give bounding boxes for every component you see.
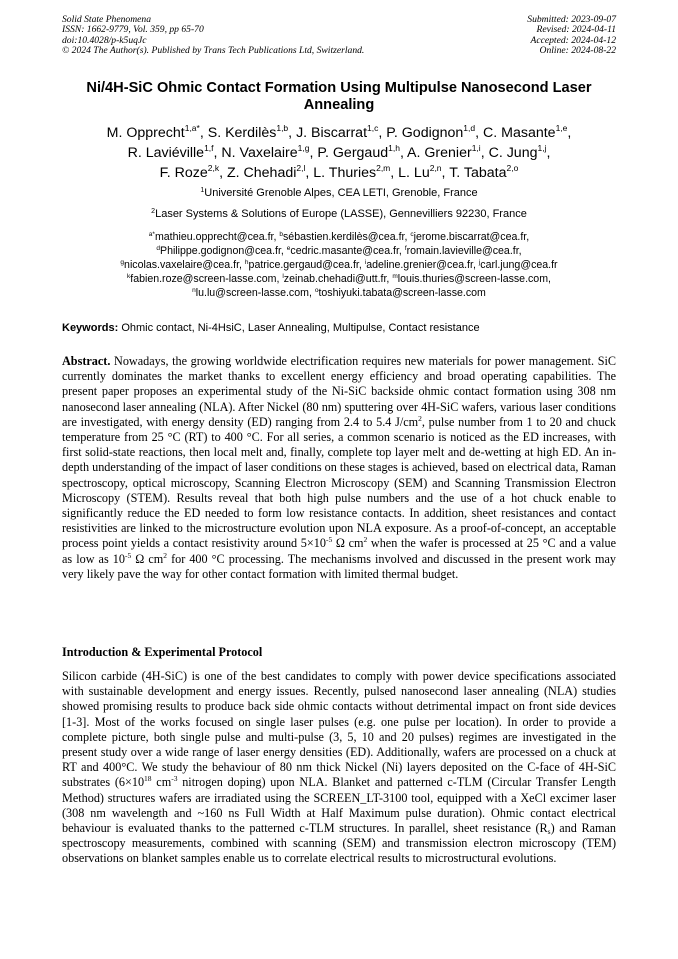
author: C. Jung$^{1,j}$, bbox=[488, 143, 551, 161]
revised-date: Revised: 2024-04-11 bbox=[536, 24, 616, 36]
author: S. Kerdilès$^{1,b}$, bbox=[207, 123, 297, 141]
author: A. Grenier$^{1,i}$, bbox=[407, 143, 489, 161]
email: $^d$Philippe.godignon@cea.fr, bbox=[156, 245, 287, 257]
author: M. Opprecht$^{1,a*}$, bbox=[106, 123, 208, 141]
email: $^i$adeline.grenier@cea.fr, bbox=[364, 259, 479, 271]
author: R. Laviéville$^{1,f}$, bbox=[127, 143, 222, 161]
author: P. Godignon$^{1,d}$, bbox=[386, 123, 484, 141]
doi-line[interactable]: doi:10.4028/p-k5uqJc bbox=[62, 34, 147, 46]
affiliation-2: $^2$Laser Systems & Solutions of Europe (LASSE), Gennevilliers 92230, France bbox=[151, 208, 527, 220]
author: J. Biscarrat$^{1,c}$, bbox=[296, 123, 387, 141]
keywords-text: Ohmic contact, Ni-4HsiC, Laser Annealing, Multipulse, Contact resistance bbox=[121, 322, 480, 334]
email: $^f$romain.lavieville@cea.fr, bbox=[404, 245, 522, 257]
author: L. Thuries$^{2,m}$, bbox=[313, 163, 399, 181]
author: Z. Chehadi$^{2,l}$, bbox=[226, 163, 314, 181]
email: $^l$zeinab.chehadi@utt.fr, bbox=[282, 273, 393, 285]
email: $^{a*}$mathieu.opprecht@cea.fr, bbox=[148, 231, 280, 243]
email: $^e$cedric.masante@cea.fr, bbox=[286, 245, 405, 257]
author: F. Roze$^{2,k}$, bbox=[159, 163, 227, 181]
email: $^g$nicolas.vaxelaire@cea.fr, bbox=[120, 259, 245, 271]
email-list bbox=[30, 230, 648, 300]
email: $^c$jerome.biscarrat@cea.fr, bbox=[410, 231, 530, 243]
abstract-label: Abstract. bbox=[62, 354, 111, 368]
email: $^k$fabien.roze@screen-lasse.com, bbox=[127, 273, 283, 285]
keywords-label: Keywords: bbox=[62, 322, 119, 334]
author: L. Lu$^{2,n}$, bbox=[398, 163, 450, 181]
email: $^n$lu.lu@screen-lasse.com, bbox=[192, 287, 315, 299]
journal-header-right bbox=[527, 15, 616, 57]
journal-name: Solid State Phenomena bbox=[62, 14, 151, 25]
abstract-paragraph: Abstract. Nowadays, the growing worldwide electrification requires new materials for power management. SiC currently dominates the market thanks to excellent energy efficiency and broad operating capabilities. The present paper proposes an experimental study of the Ni-SiC backside ohmic contact formation using 308 nm nanosecond laser annealing (NLA). After Nickel (80 nm) sputtering over 4H-SiC wafers, various laser conditions are investigated, with energy density (ED) ranging from 2.4 to 5.4 $J/cm^2$, pulse number from 1 to 20 and chuck temperature from 25 °C (RT) to 400 °C. For all series, a common scenario is noticed as the ED increases, with first solid-state reactions, then local melt and, finally, complete top layer melt and de-wetting at high ED. An in-depth understanding of the impact of laser conditions on these stages is achieved, based on electrical data, Raman spectroscopy, optical microscopy, Scanning Electron Microscopy (SEM) and Scanning Transmission Electron Microscopy (STEM). Results reveal that both high pulse numbers and the use of a hot chuck enable to significantly reduce the ED needed to form low resistance contacts. In addition, sheet resistances and contact resistivities are linked to the microstructure evolution upon NLA exposure. As a proof-of-concept, an acceptable process point yields a contact resistivity around $5\times 10^{-5}$ Ω $cm^2$ when the wafer is processed at 25 °C and a value as low as $10^{-5}$ Ω $cm^2$ for 400 °C processing. The mechanisms involved and discussed in the present work may very likely pave the way for other contact formation with limited thermal budget. bbox=[62, 354, 617, 581]
paper-title: Ni/4H-SiC Ohmic Contact Formation Using Multipulse Nanosecond Laser Annealing bbox=[86, 80, 592, 113]
keywords bbox=[62, 322, 622, 335]
author: N. Vaxelaire$^{1,g}$, bbox=[221, 143, 318, 161]
issn-line: ISSN: 1662-9779, Vol. 359, pp 65-70 bbox=[62, 24, 204, 36]
submitted-date: Submitted: 2023-09-07 bbox=[527, 14, 616, 25]
intro-paragraph: Silicon carbide (4H-SiC) is one of the best candidates to comply with power device specifications associated with sustainable development and energy issues. Recently, pulsed nanosecond laser annealing (NLA) studies showed promising results to produce back side ohmic contacts without detrimental impact on front side devices [1-3]. Most of the works focused on single laser pulses (e.g. one pulse per location). In order to provide a complete picture, both single pulse and multi-pulse (3, 5, 10 and 20 pulses) regimes are investigated in the present study over a wide range of laser energy densities (ED). Additionally, wafers are processed on a chuck at RT and 400°C. We study the behaviour of 80 nm thick Nickel (Ni) layers deposited on the C-face of 4H-SiC substrates ($6\times 10^{18}$ $cm^{-3}$ nitrogen doping) upon NLA. Blanket and patterned c-TLM (Circular Transfer Length Method) structures wafers are irradiated using the SCREEN_LT-3100 tool, equipped with a XeCl excimer laser (308 nm wavelength and ~160 ns Full Width at Half Maximum pulse duration). Ohmic contact electrical behaviour is evaluated thanks to the patterned c-TLM structures. In parallel, sheet resistance $(R_s)$ and Raman spectroscopy measurements, combined with scanning (SEM) and transmission electron microscopy (TEM) observations on blanket samples enable us to correlate electrical results to microstructural evolutions. bbox=[62, 669, 616, 866]
online-date: Online: 2024-08-22 bbox=[539, 45, 616, 57]
email: $^j$carl.jung@cea.fr bbox=[478, 259, 558, 271]
section-heading: Introduction & Experimental Protocol bbox=[62, 645, 263, 659]
author-list bbox=[40, 123, 638, 183]
email: $^b$sébastien.kerdilès@cea.fr, bbox=[279, 231, 411, 243]
email: $^m$louis.thuries@screen-lasse.com, bbox=[392, 273, 551, 285]
email: $^h$patrice.gergaud@cea.fr, bbox=[244, 259, 365, 271]
author: T. Tabata$^{2,o}$ bbox=[449, 163, 519, 181]
email: $^o$toshiyuki.tabata@screen-lasse.com bbox=[314, 287, 486, 299]
journal-header-left bbox=[62, 15, 364, 57]
author: P. Gergaud$^{1,h}$, bbox=[317, 143, 408, 161]
author: C. Masante$^{1,e}$, bbox=[483, 123, 572, 141]
copyright-line: © 2024 The Author(s). Published by Trans Tech Publications Ltd, Switzerland. bbox=[62, 45, 365, 57]
accepted-date: Accepted: 2024-04-12 bbox=[530, 34, 616, 46]
affiliation-1: $^1$Université Grenoble Alpes, CEA LETI, Grenoble, France bbox=[200, 187, 478, 199]
